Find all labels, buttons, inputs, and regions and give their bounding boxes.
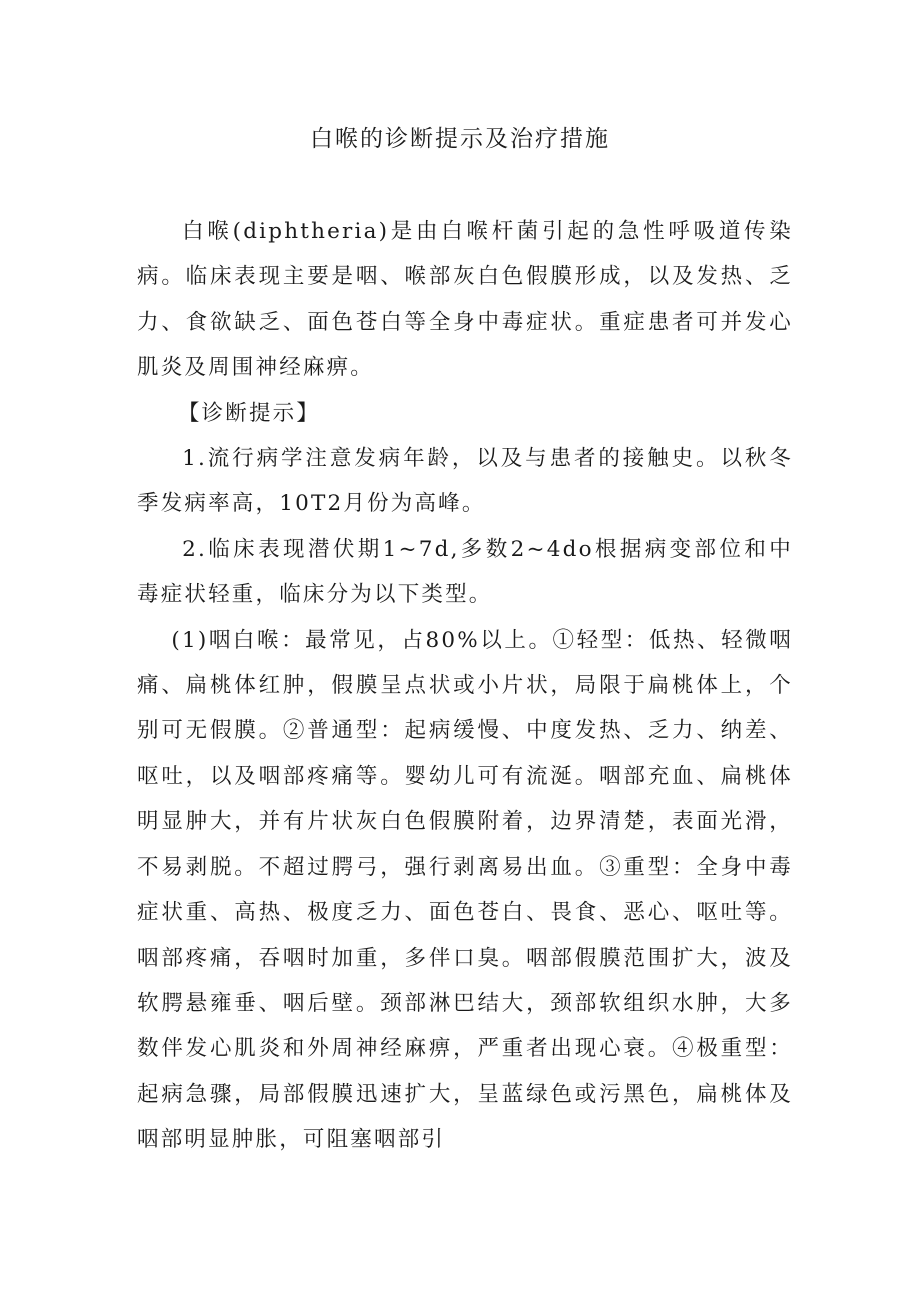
- item-1-paragraph: 1.流行病学注意发病年龄，以及与患者的接触史。以秋冬季发病率高，10T2月份为高峰。: [137, 446, 793, 517]
- document-body: [137, 209, 793, 1163]
- item-2-paragraph: 2.临床表现潜伏期1~7d,多数2~4do根据病变部位和中毒症状轻重，临床分为以下类型。: [137, 536, 793, 608]
- item-2-1-paragraph: (1)咽白喉：最常见，占80%以上。①轻型：低热、轻微咽痛、扁桃体红肿，假膜呈点状或小片状，局限于扁桃体上，个别可无假膜。②普通型：起病缓慢、中度发热、乏力、纳差、呕吐，以及咽部疼痛等。婴幼儿可有流涎。咽部充血、扁桃体明显肿大，并有片状灰白色假膜附着，边界清楚，表面光滑，不易剥脱。不超过腭弓，强行剥离易出血。③重型：全身中毒症状重、高热、极度乏力、面色苍白、畏食、恶心、呕吐等。咽部疼痛，吞咽时加重，多伴口臭。咽部假膜范围扩大，波及软腭悬雍垂、咽后壁。颈部淋巴结大，颈部软组织水肿，大多数伴发心肌炎和外周神经麻痹，严重者出现心衰。④极重型：起病急骤，局部假膜迅速扩大，呈蓝绿色或污黑色，扁桃体及咽部明显肿胀，可阻塞咽部引: [137, 627, 793, 1153]
- page-title: 白喉的诊断提示及治疗措施: [310, 126, 610, 152]
- section-heading-diagnosis: 【诊断提示】: [177, 400, 321, 426]
- intro-paragraph: 白喉(diphtheria)是由白喉杆菌引起的急性呼吸道传染病。临床表现主要是咽、喉部灰白色假膜形成，以及发热、乏力、食欲缺乏、面色苍白等全身中毒症状。重症患者可并发心肌炎及周围神经麻痹。: [137, 219, 793, 381]
